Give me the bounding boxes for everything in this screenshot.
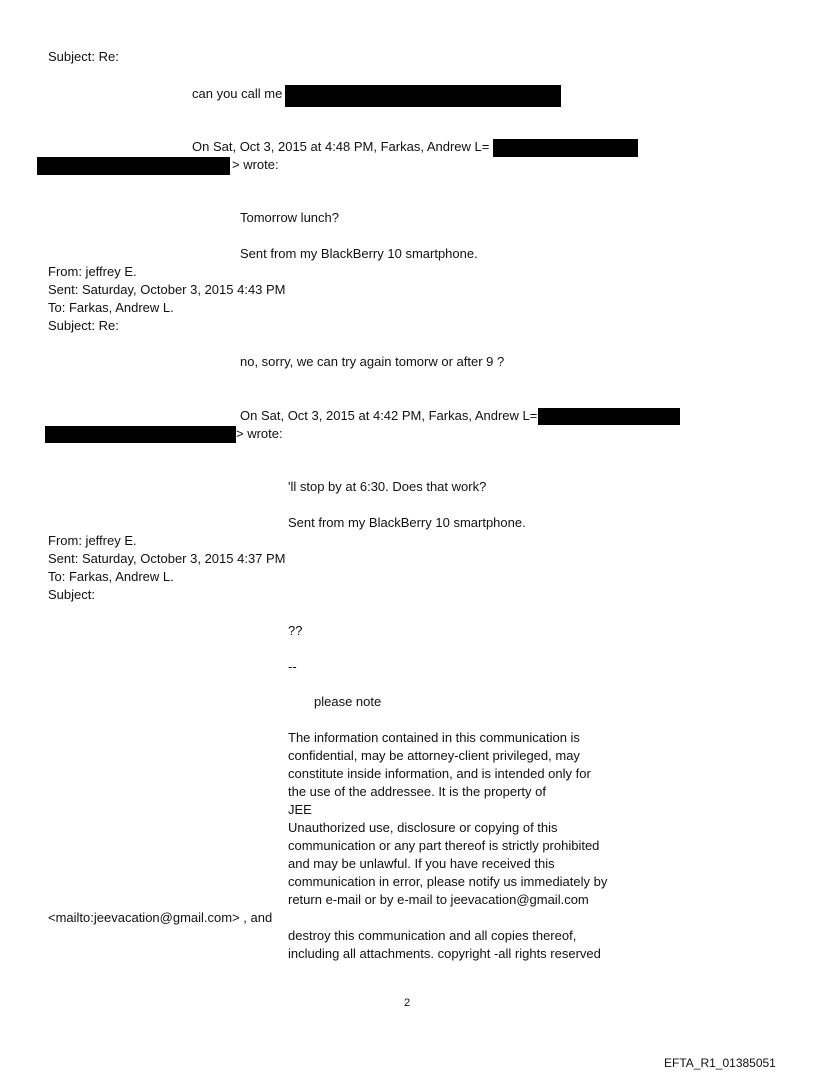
email1-quoted-signature: Sent from my BlackBerry 10 smartphone. — [240, 246, 478, 261]
email2-quote-header: On Sat, Oct 3, 2015 at 4:42 PM, Farkas, Andrew L= — [240, 408, 538, 423]
disclaimer-line: constitute inside information, and is intended only for — [288, 766, 591, 781]
disclaimer-line: including all attachments. copyright -all rights reserved — [288, 946, 601, 961]
email1-subject: Subject: Re: — [48, 49, 119, 64]
email3-to: To: Farkas, Andrew L. — [48, 569, 174, 584]
email1-body: can you call me — [192, 86, 283, 101]
disclaimer-line: communication in error, please notify us immediately by — [288, 874, 608, 889]
email3-sent: Sent: Saturday, October 3, 2015 4:37 PM — [48, 551, 286, 566]
email2-body: no, sorry, we can try again tomorw or after 9 ? — [240, 354, 505, 369]
bates-id: EFTA_R1_01385051 — [664, 1056, 776, 1070]
email3-subject: Subject: — [48, 587, 95, 602]
redaction-box — [37, 157, 230, 175]
mailto-line: <mailto:jeevacation@gmail.com> , and — [48, 910, 273, 925]
redaction-box — [285, 85, 561, 107]
email3-body: ?? — [288, 623, 303, 638]
email2-quoted-signature: Sent from my BlackBerry 10 smartphone. — [288, 515, 526, 530]
email1-quoted-body: Tomorrow lunch? — [240, 210, 339, 225]
email3-separator: -- — [288, 659, 297, 674]
disclaimer-line: the use of the addressee. It is the property of — [288, 784, 546, 799]
email1-quote-header-tail: > wrote: — [232, 157, 279, 172]
redaction-box — [538, 408, 680, 425]
disclaimer-line: destroy this communication and all copies thereof, — [288, 928, 577, 943]
disclaimer-line: Unauthorized use, disclosure or copying of this — [288, 820, 558, 835]
disclaimer-line: and may be unlawful. If you have received this — [288, 856, 555, 871]
disclaimer-line: confidential, may be attorney-client privileged, may — [288, 748, 580, 763]
disclaimer-line: JEE — [288, 802, 312, 817]
disclaimer-line: The information contained in this communication is — [288, 730, 580, 745]
email1-quote-header: On Sat, Oct 3, 2015 at 4:48 PM, Farkas, Andrew L= — [192, 139, 490, 154]
email2-from: From: jeffrey E. — [48, 264, 137, 279]
disclaimer-line: return e-mail or by e-mail to jeevacation@gmail.com — [288, 892, 589, 907]
disclaimer-line: communication or any part thereof is strictly prohibited — [288, 838, 600, 853]
email2-sent: Sent: Saturday, October 3, 2015 4:43 PM — [48, 282, 286, 297]
email2-subject: Subject: Re: — [48, 318, 119, 333]
email2-quoted-body: 'll stop by at 6:30. Does that work? — [288, 479, 487, 494]
email2-quote-header-tail: > wrote: — [236, 426, 283, 441]
disclaimer-heading: please note — [314, 694, 382, 709]
redaction-box — [493, 139, 638, 157]
email2-to: To: Farkas, Andrew L. — [48, 300, 174, 315]
page-number: 2 — [404, 997, 411, 1009]
email3-from: From: jeffrey E. — [48, 533, 137, 548]
redaction-box — [45, 426, 236, 443]
